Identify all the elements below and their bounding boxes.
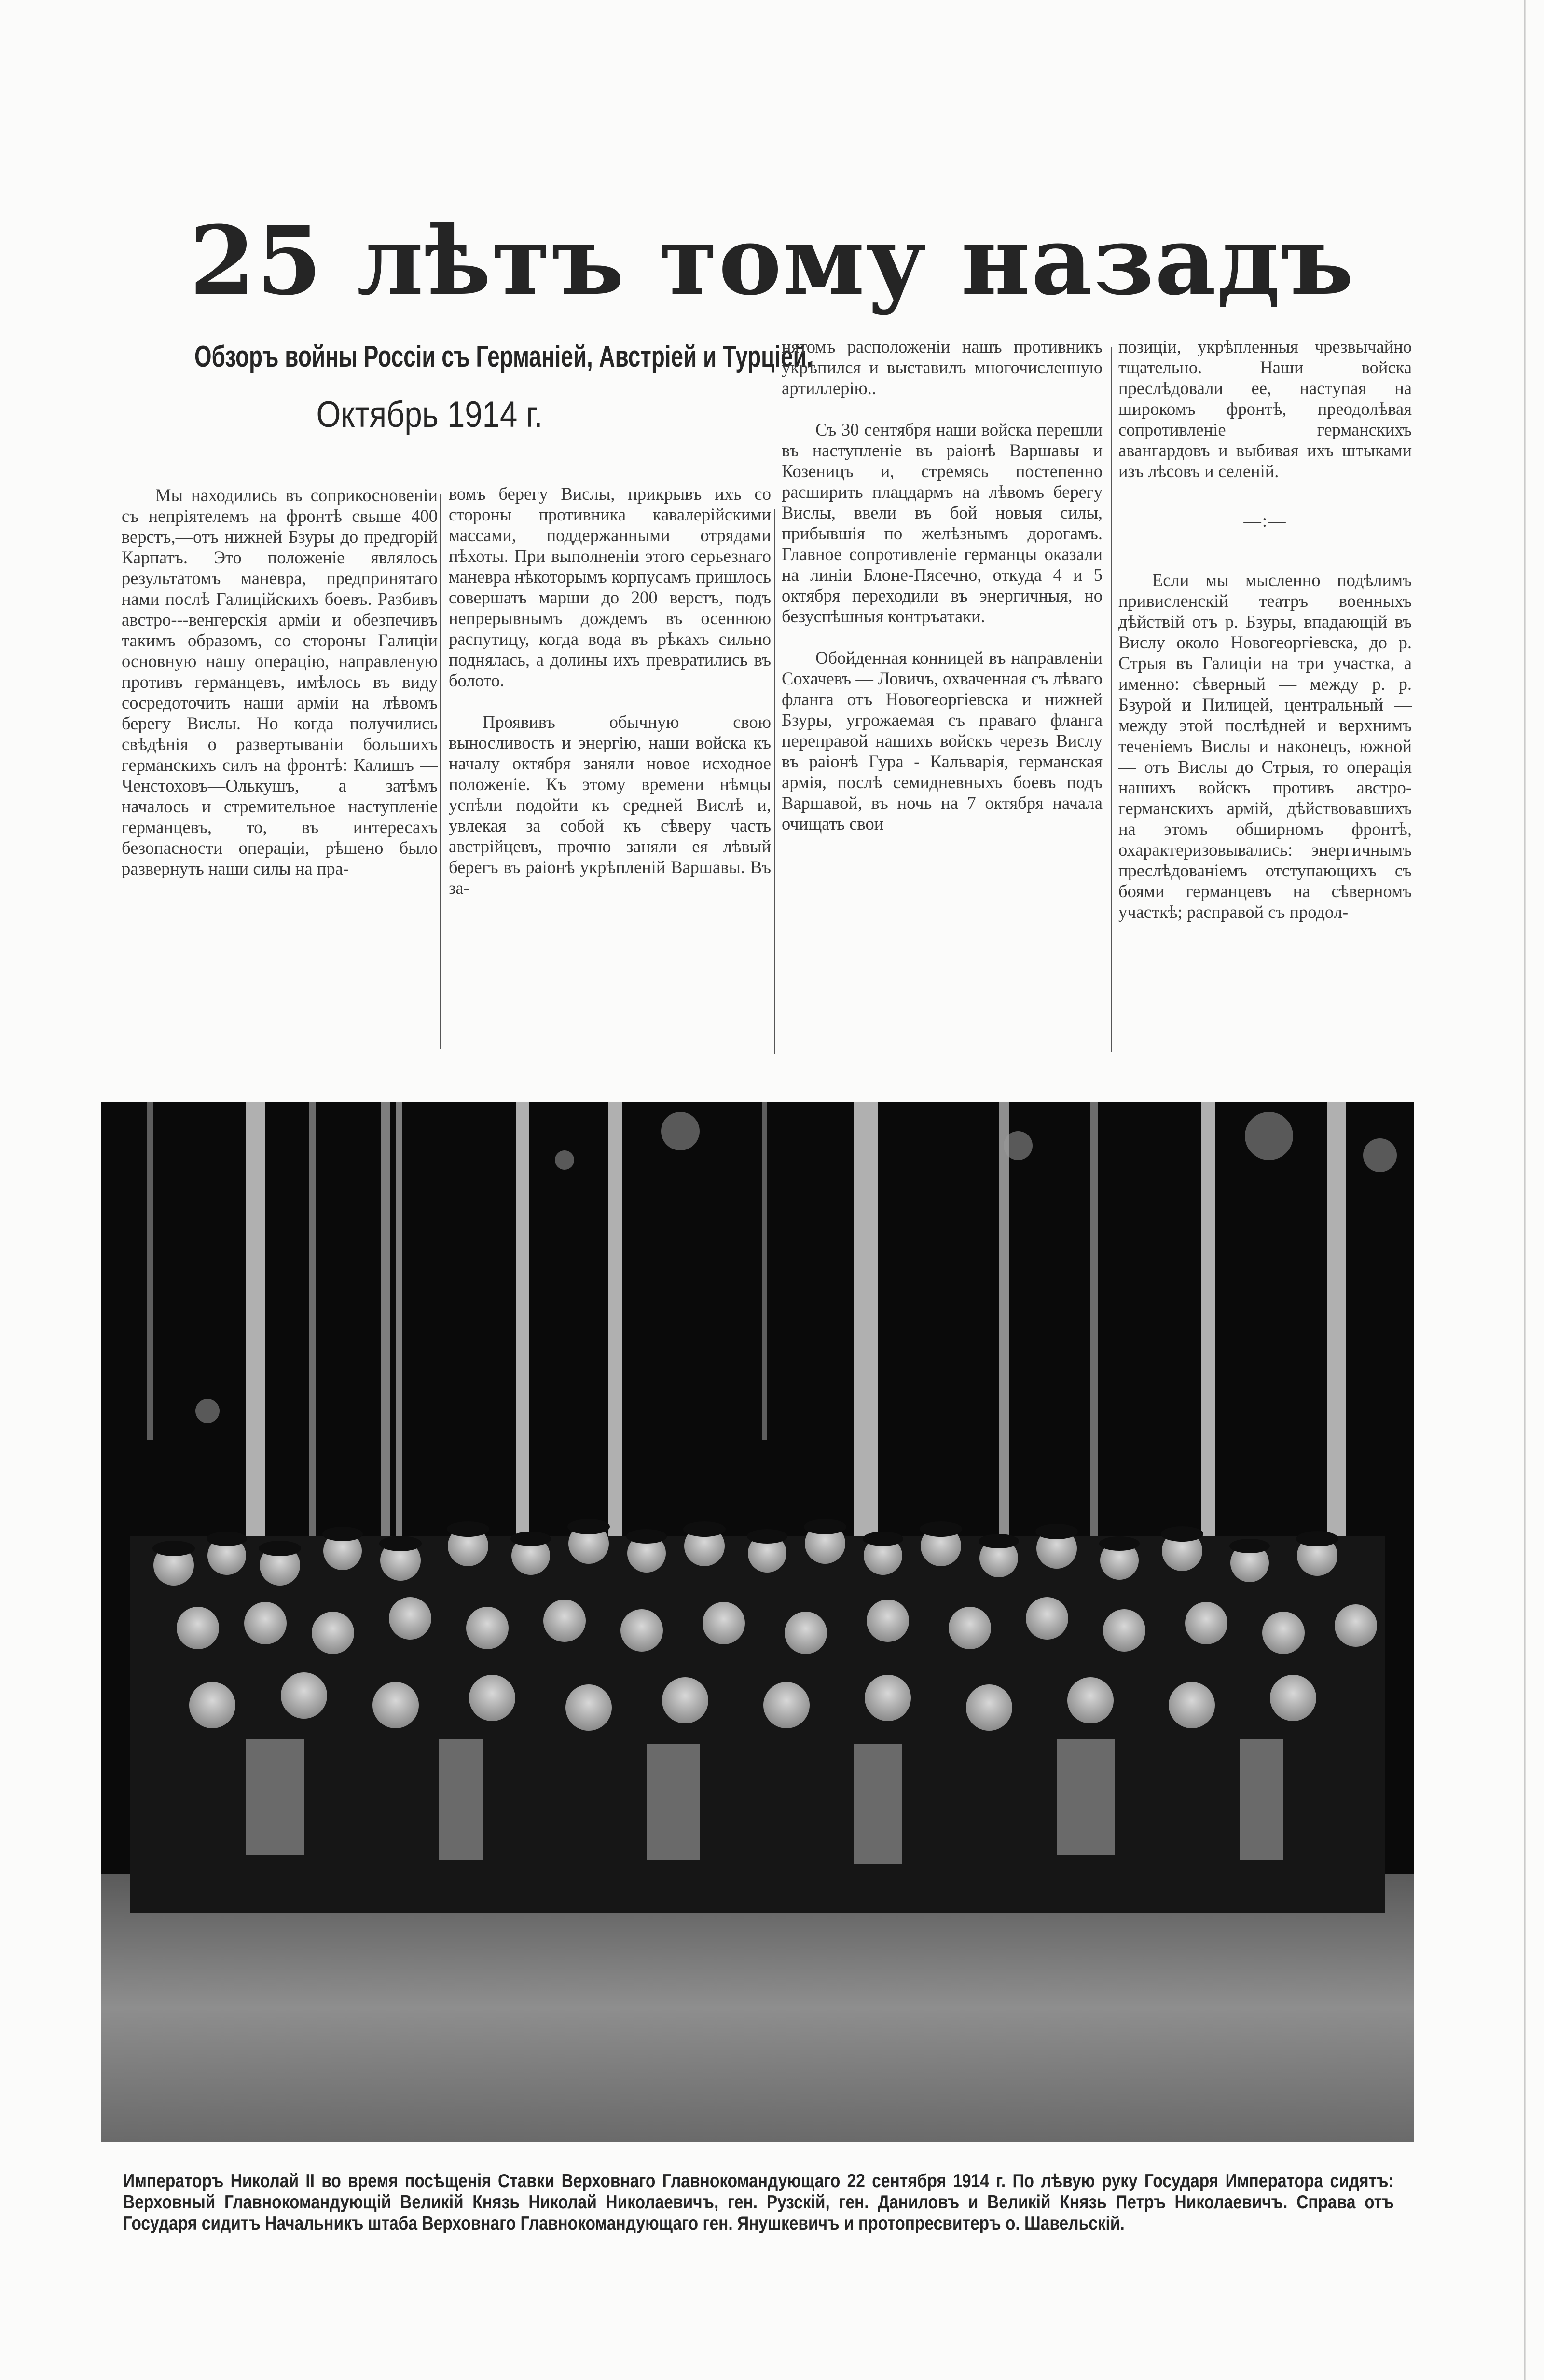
paragraph: Мы находились въ соприкосновеніи съ непріятелемъ на фронтѣ свыше 400 верстъ,—отъ нижней Бзуры до предгорій Карпатъ. Это положеніе являлось результатомъ маневра, предпринятаго нами послѣ Галиційскихъ боевъ. Разбивъ австро---венгерскія арміи и обезпечивъ такимъ образомъ, со стороны Галиціи основную нашу операцію, направленую противъ германцевъ, имѣлось въ виду сосредоточить наши арміи на лѣвомъ берегу Вислы. Но когда получились свѣдѣнія о развертываніи большихъ германскихъ силъ на фронтѣ: Калишъ — Ченстоховъ—Олькушъ, а затѣмъ началось и стремительное наступленіе германцевъ, то, въ интересахъ безопасности операціи, рѣшено было развернуть наши силы на пра-	[122, 485, 438, 878]
paragraph: Если мы мысленно подѣлимъ привисленскій театръ военныхъ дѣйствій отъ р. Бзуры, впадающій въ Вислу около Новогеоргіевска, до р. Стрыя въ Галиціи на три участка, а именно: сѣверный — между р. р. Бзурой и Пилицей, центральный — между этой послѣдней и верхнимъ теченіемъ Вислы и наконецъ, южной — отъ Вислы до Стрыя, то операція нашихъ войскъ противъ австро-германскихъ армій, дѣйствовавшихъ на этомъ обширномъ фронтѣ, охарактеризовывались: энергичнымъ преслѣдованіемъ отступающихъ съ боями германцевъ на сѣверномъ участкѣ; расправой съ продол-	[1118, 570, 1412, 922]
photo-illustration	[101, 1102, 1414, 2142]
text-column-3	[782, 336, 1103, 834]
paragraph: позиціи, укрѣпленныя чрезвычайно тщательно. Наши войска преслѣдовали ее, наступая на широкомъ фронтѣ, преодолѣвая сопротивленіе германскихъ авангардовъ и выбивая ихъ штыками изъ лѣсовъ и селеній.	[1118, 337, 1412, 481]
paragraph: Обойденная конницей въ направленіи Сохачевъ — Ловичъ, охваченная съ лѣваго фланга отъ Новогеоргіевска и нижней Бзуры, угрожаемая съ праваго фланга переправой нашихъ войскъ черезъ Вислу въ раіонѣ Гура - Кальварія, германская армія, послѣ семидневныхъ боевъ подъ Варшавой, въ ночь на 7 октября начала очищать свои	[782, 648, 1103, 834]
paragraph: Съ 30 сентября наши войска перешли въ наступленіе въ раіонѣ Варшавы и Козеницъ и, стремясь постепенно расширить плацдармъ на лѣвомъ берегу Вислы, ввели въ бой новыя силы, прибывшія по желѣзнымъ дорогамъ. Главное сопротивленіе германцы оказали на линіи Блоне-Пясечно, откуда 4 и 5 октября переходили въ энергичныя, но безуспѣшныя контръатаки.	[782, 420, 1103, 626]
paragraph: нятомъ расположеніи нашъ противникъ укрѣпился и выставилъ многочисленную артиллерію..	[782, 337, 1103, 398]
photo-caption	[123, 2171, 1397, 2234]
caption-text: Императоръ Николай II во время посѣщенія Ставки Верховнаго Главнокомандующаго 22 сентября 1914 г. По лѣвую руку Государя Императора сидятъ: Верховный Главнокомандующій Великій Князь Николай Николаевичъ, ген. Рузскій, ген. Даниловъ и Великій Князь Петръ Николаевичъ. Справа отъ Государя сидитъ Начальникъ штаба Верховнаго Главнокомандующаго ген. Янушкевичъ и протопресвитеръ о. Шавельскій.	[123, 2171, 1394, 2234]
article-date: Октябрь 1914 г.	[316, 394, 543, 435]
page-edge	[1524, 0, 1526, 2380]
article-subtitle: Обзоръ войны Россіи съ Германіей, Австріей и Турціей.	[194, 340, 813, 373]
article-title: 25 лѣтъ тому назадъ	[189, 205, 1355, 317]
group-photograph	[101, 1102, 1414, 2142]
ground	[101, 1874, 1414, 2142]
column-divider	[1111, 347, 1112, 1052]
text-column-2	[449, 483, 771, 898]
paragraph: Проявивъ обычную свою выносливость и энергію, наши войска къ началу октября заняли новое исходное положеніе. Къ этому времени нѣмцы успѣли подойти къ средней Вислѣ и, увлекая за собой къ сѣверу часть австрійцевъ, прочно заняли ея лѣвый берегъ въ раіонѣ укрѣпленій Варшавы. Въ за-	[449, 712, 771, 898]
text-column-4	[1118, 336, 1412, 922]
section-divider: —:—	[1243, 511, 1287, 531]
column-divider	[774, 509, 775, 1054]
text-column-1	[122, 485, 438, 879]
paragraph: вомъ берегу Вислы, прикрывъ ихъ со стороны противника кавалерійскими массами, поддержанными отрядами пѣхоты. При выполненіи этого серьезнаго маневра нѣкоторымъ корпусамъ пришлось совершать марши до 200 верстъ, подъ непрерывнымъ дождемъ въ осеннюю распутицу, когда вода въ рѣкахъ сильно поднялась, а долины ихъ превратились въ болото.	[449, 484, 771, 690]
officers-group	[130, 1519, 1385, 1913]
column-divider	[440, 494, 441, 1049]
